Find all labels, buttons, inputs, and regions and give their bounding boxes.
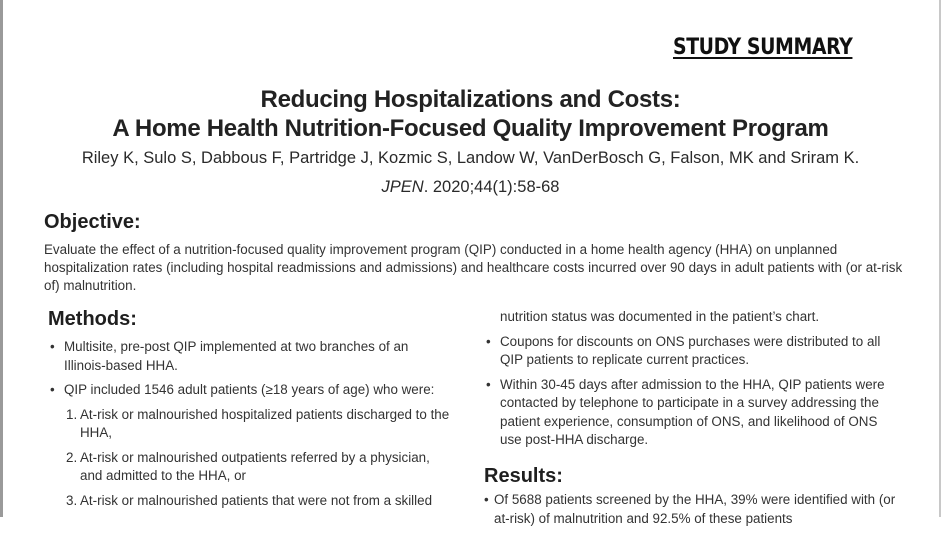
title-line-1: Reducing Hospitalizations and Costs: xyxy=(260,86,681,113)
item-number: 3. xyxy=(66,492,78,508)
list-item xyxy=(66,406,450,443)
methods-list xyxy=(50,338,450,400)
citation-journal: JPEN xyxy=(381,178,424,196)
citation-line xyxy=(0,178,941,197)
methods-column xyxy=(50,338,450,516)
methods-sublist xyxy=(50,406,450,511)
methods-heading: Methods: xyxy=(48,308,137,330)
list-item: • QIP included 1546 adult patients (≥18 years of age) who were: xyxy=(50,381,450,400)
item-text: At-risk or malnourished hospitalized patients discharged to the HHA, xyxy=(80,406,450,440)
list-item: • Coupons for discounts on ONS purchases were distributed to all QIP patients to replicate current practices. xyxy=(486,333,898,370)
citation-details: . 2020;44(1):58-68 xyxy=(423,178,560,196)
objective-heading: Objective: xyxy=(44,211,141,233)
authors-line: Riley K, Sulo S, Dabbous F, Partridge J, Kozmic S, Landow W, VanDerBosch G, Falson, MK and Sriram K. xyxy=(81,149,860,167)
title-line-2: A Home Health Nutrition-Focused Quality Improvement Program xyxy=(112,115,829,142)
list-item: • Multisite, pre-post QIP implemented at two branches of an Illinois-based HHA. xyxy=(50,338,450,375)
list-item xyxy=(66,492,450,511)
results-heading: Results: xyxy=(484,465,563,487)
study-summary-badge: STUDY SUMMARY xyxy=(673,35,853,60)
objective-text: Evaluate the effect of a nutrition-focused quality improvement program (QIP) conducted in a home health agency (HHA) on unplanned hospitalization rates (including hospital readmissions and admissions) and healthcare costs incurred over 90 days in adult patients with (or at-risk of) malnutrition. xyxy=(44,242,903,293)
item-number: 1. xyxy=(66,406,78,422)
item-number: 2. xyxy=(66,449,78,465)
item-text: At-risk or malnourished patients that were not from a skilled xyxy=(80,492,433,508)
page-left-edge xyxy=(0,0,3,517)
list-item xyxy=(66,449,450,486)
list-item: • Of 5688 patients screened by the HHA, 39% were identified with (or at-risk) of malnutrition and 92.5% of these patients xyxy=(484,491,896,528)
item-text: At-risk or malnourished outpatients referred by a physician, and admitted to the HHA, or xyxy=(80,449,430,483)
list-item: • Within 30-45 days after admission to the HHA, QIP patients were contacted by telephone to participate in a survey addressing the patient experience, consumption of ONS, and likelihood of ONS use post-HHA discharge. xyxy=(486,376,898,450)
right-column xyxy=(486,308,898,456)
right-list xyxy=(486,308,898,450)
results-column xyxy=(484,491,896,534)
results-list xyxy=(484,491,896,528)
list-item-continuation: nutrition status was documented in the patient’s chart. xyxy=(500,309,820,324)
